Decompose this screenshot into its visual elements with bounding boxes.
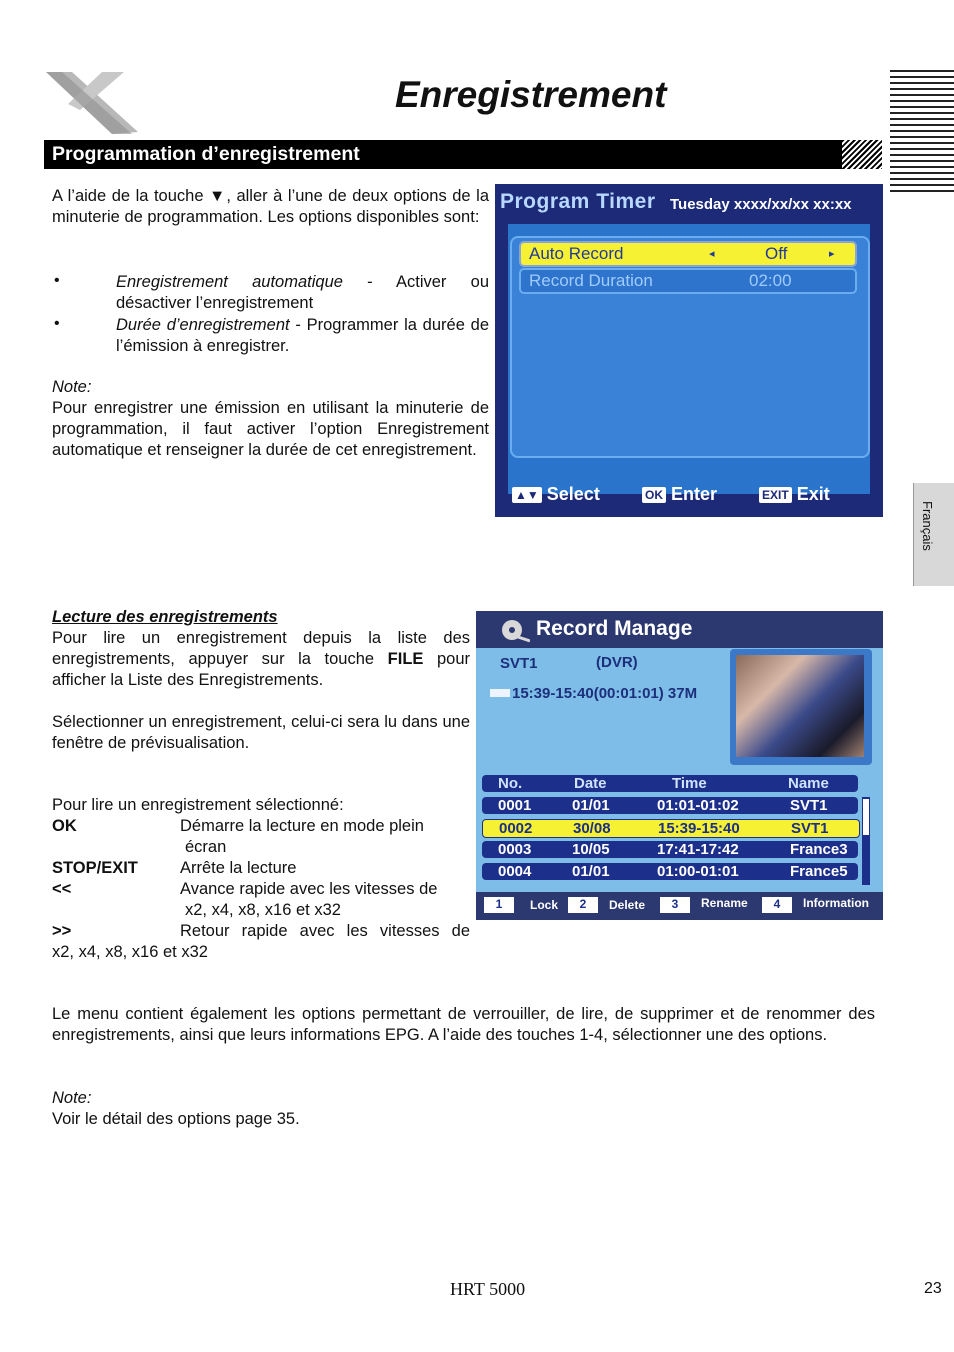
bullet-marker: •	[54, 315, 60, 332]
channel-name: SVT1	[500, 655, 538, 672]
option-label: Record Duration	[529, 271, 653, 290]
key-rewind-desc-2: x2, x4, x8, x16 et x32	[185, 901, 341, 919]
table-row[interactable]: 0004 01/01 01:00-01:01 France5	[482, 863, 858, 880]
section-bar-pattern	[842, 140, 882, 169]
table-row[interactable]: 0003 10/05 17:41-17:42 France3	[482, 841, 858, 858]
section-title: Programmation d’enregistrement	[52, 143, 360, 165]
key-forward-desc: Retour rapide avec les vitesses de	[180, 922, 470, 940]
screen-header	[476, 611, 883, 648]
scrollbar[interactable]	[862, 797, 870, 885]
key-forward-desc-2: x2, x4, x8, x16 et x32	[52, 943, 208, 961]
brand-logo	[42, 70, 142, 136]
preview-window	[730, 649, 872, 765]
key-ok-desc: Démarre la lecture en mode plein	[180, 817, 424, 835]
bullet-item-duration: Durée d’enregistrement - Programmer la durée de l’émission à enregistrer.	[116, 316, 490, 355]
closing-note-text: Voir le détail des options page 35.	[52, 1110, 300, 1128]
page-number: 23	[924, 1280, 942, 1297]
language-tab	[913, 483, 954, 586]
table-header: No. Date Time Name	[482, 775, 858, 792]
footer-lock: Lock	[530, 898, 559, 912]
bullet-marker: •	[54, 272, 60, 289]
footer-rename: Rename	[701, 896, 748, 910]
intro-paragraph: A l’aide de la touche ▼, aller à l’une de deux options de la minuterie de programmation. Les options disponibles sont:	[52, 187, 489, 226]
key-stop-exit: STOP/EXIT	[52, 859, 138, 877]
option-value: Off	[765, 244, 788, 263]
decorative-lines	[890, 70, 954, 196]
footer-exit: EXIT Exit	[759, 484, 830, 505]
key-2: 2	[568, 897, 598, 913]
key-forward: >>	[52, 922, 72, 940]
lecture-paragraph-1: Pour lire un enregistrement depuis la liste des enregistrements, appuyer sur la touche FILE pour afficher la Liste des Enregistrements.	[52, 629, 470, 689]
key-rewind: <<	[52, 880, 72, 898]
screen-title: Program Timer	[500, 190, 656, 213]
key-1: 1	[484, 897, 514, 913]
key-ok-desc-2: écran	[185, 838, 227, 856]
key-ok: OK	[52, 817, 77, 835]
lecture-heading: Lecture des enregistrements	[52, 608, 278, 626]
note-text: Pour enregistrer une émission en utilisant la minuterie de programmation, il faut activer l’option Enregistrement automatique et renseigner la durée de cet enregistrement.	[52, 399, 489, 459]
closing-note-label: Note:	[52, 1089, 92, 1107]
footer-brand: HRT 5000	[450, 1279, 526, 1299]
table-row-selected[interactable]: 0002 30/08 15:39-15:40 SVT1	[482, 819, 860, 838]
footer-select: ▲▼ Select	[512, 484, 600, 505]
arrow-right-icon: ▸	[829, 248, 835, 260]
screen-date: Tuesday xxxx/xx/xx xx:xx	[670, 196, 852, 213]
option-auto-record[interactable]	[519, 241, 857, 267]
program-timer-screen	[495, 184, 883, 517]
progress-bar	[490, 689, 510, 697]
section-header	[44, 140, 864, 169]
key-stop-desc: Arrête la lecture	[180, 859, 297, 877]
record-info: 15:39-15:40(00:01:01) 37M	[512, 685, 698, 702]
key-3: 3	[660, 897, 690, 913]
closing-paragraph: Le menu contient également les options permettant de verrouiller, de lire, de supprimer et de renommer des enregistrements, ainsi que leurs informations EPG. A l’aide des touches 1-4, sélectionner une des options.	[52, 1005, 875, 1044]
options-list	[510, 236, 870, 458]
language-label: Français	[920, 501, 935, 551]
table-row[interactable]: 0001 01/01 01:01-01:02 SVT1	[482, 797, 858, 814]
scrollbar-thumb[interactable]	[863, 799, 869, 835]
note-label: Note:	[52, 378, 92, 396]
footer-enter: OK Enter	[642, 484, 717, 505]
screen-title: Record Manage	[536, 617, 693, 640]
up-down-arrows-icon: ▲▼	[512, 487, 542, 503]
arrow-left-icon: ◂	[709, 248, 715, 260]
key-rewind-desc: Avance rapide avec les vitesses de	[180, 880, 438, 898]
option-record-duration[interactable]	[519, 268, 857, 294]
option-label: Auto Record	[529, 244, 624, 263]
lecture-paragraph-3: Pour lire un enregistrement sélectionné:	[52, 796, 344, 814]
preview-image	[736, 655, 864, 757]
bullet-item-auto-record: Enregistrement automatique - Activer ou désactiver l’enregistrement	[116, 273, 489, 312]
key-4: 4	[762, 897, 792, 913]
screen-footer	[476, 892, 883, 920]
record-type: (DVR)	[596, 654, 638, 671]
record-reel-icon	[500, 617, 530, 643]
footer-delete: Delete	[609, 898, 646, 912]
record-manage-screen	[476, 611, 883, 920]
footer-information: Information	[803, 896, 869, 910]
lecture-paragraph-2: Sélectionner un enregistrement, celui-ci sera lu dans une fenêtre de prévisualisation.	[52, 713, 470, 752]
option-value: 02:00	[749, 271, 792, 290]
page-title: Enregistrement	[395, 74, 667, 115]
